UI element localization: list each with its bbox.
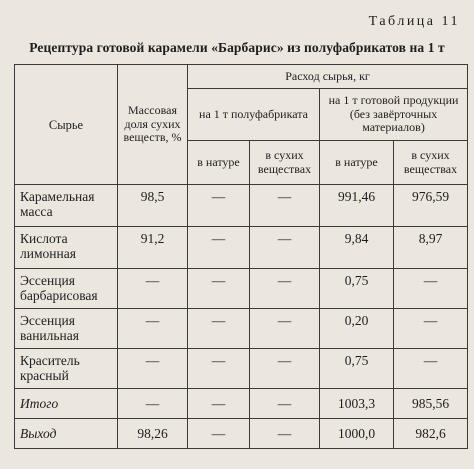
cell-semi-in-dry: —: [250, 349, 320, 389]
cell-fin-in-dry: 8,97: [394, 227, 468, 269]
cell-fin-in-kind: 1000,0: [320, 419, 394, 449]
cell-semi-in-dry: —: [250, 389, 320, 419]
cell-raw-material: Кислота лимонная: [15, 227, 118, 269]
output-row: [15, 419, 468, 449]
cell-semi-in-dry: —: [250, 309, 320, 349]
cell-fin-in-kind: 1003,3: [320, 389, 394, 419]
cell-dry-matter: —: [118, 269, 188, 309]
cell-dry-matter: —: [118, 349, 188, 389]
cell-fin-in-dry: 976,59: [394, 185, 468, 227]
header-fin-in-dry: в сухих веществах: [394, 141, 468, 185]
cell-semi-in-dry: —: [250, 419, 320, 449]
cell-semi-in-dry: —: [250, 227, 320, 269]
header-fin-in-kind: в натуре: [320, 141, 394, 185]
header-dry-matter: Массовая доля сухих веществ, %: [118, 65, 188, 185]
table-row: [15, 269, 468, 309]
cell-raw-material: Эссенция ванильная: [15, 309, 118, 349]
cell-raw-material: Эссенция барбарисовая: [15, 269, 118, 309]
cell-semi-in-kind: —: [188, 419, 250, 449]
table-title: Рецептура готовой карамели «Барбарис» из полуфабрикатов на 1 т: [29, 40, 445, 55]
cell-fin-in-dry: —: [394, 269, 468, 309]
header-per-finished: на 1 т готовой продукции (без завёрточных материалов): [320, 89, 468, 141]
table-number: Таблица 11: [368, 14, 460, 29]
cell-raw-material: Краситель красный: [15, 349, 118, 389]
cell-dry-matter: —: [118, 309, 188, 349]
cell-semi-in-dry: —: [250, 185, 320, 227]
cell-raw-material: Выход: [15, 419, 118, 449]
cell-semi-in-dry: —: [250, 269, 320, 309]
cell-fin-in-kind: 0,75: [320, 349, 394, 389]
cell-semi-in-kind: —: [188, 227, 250, 269]
table-body: [15, 185, 468, 449]
cell-fin-in-dry: —: [394, 349, 468, 389]
cell-fin-in-kind: 991,46: [320, 185, 394, 227]
header-semi-in-kind: в натуре: [188, 141, 250, 185]
table-row: [15, 309, 468, 349]
cell-fin-in-dry: 982,6: [394, 419, 468, 449]
header-consumption: Расход сырья, кг: [188, 65, 468, 89]
cell-dry-matter: 91,2: [118, 227, 188, 269]
cell-dry-matter: —: [118, 389, 188, 419]
header-semi-in-dry: в сухих веществах: [250, 141, 320, 185]
cell-raw-material: Карамельная масса: [15, 185, 118, 227]
recipe-table: [14, 64, 468, 449]
cell-semi-in-kind: —: [188, 269, 250, 309]
cell-semi-in-kind: —: [188, 389, 250, 419]
header-per-semifinished: на 1 т полуфабриката: [188, 89, 320, 141]
cell-fin-in-kind: 0,75: [320, 269, 394, 309]
header-raw-material: Сырье: [15, 65, 118, 185]
cell-fin-in-kind: 0,20: [320, 309, 394, 349]
table-row: [15, 349, 468, 389]
cell-fin-in-dry: 985,56: [394, 389, 468, 419]
cell-dry-matter: 98,5: [118, 185, 188, 227]
cell-semi-in-kind: —: [188, 185, 250, 227]
table-row: [15, 185, 468, 227]
cell-fin-in-kind: 9,84: [320, 227, 394, 269]
cell-raw-material: Итого: [15, 389, 118, 419]
table-row: [15, 227, 468, 269]
cell-semi-in-kind: —: [188, 349, 250, 389]
total-row: [15, 389, 468, 419]
cell-fin-in-dry: —: [394, 309, 468, 349]
cell-semi-in-kind: —: [188, 309, 250, 349]
cell-dry-matter: 98,26: [118, 419, 188, 449]
